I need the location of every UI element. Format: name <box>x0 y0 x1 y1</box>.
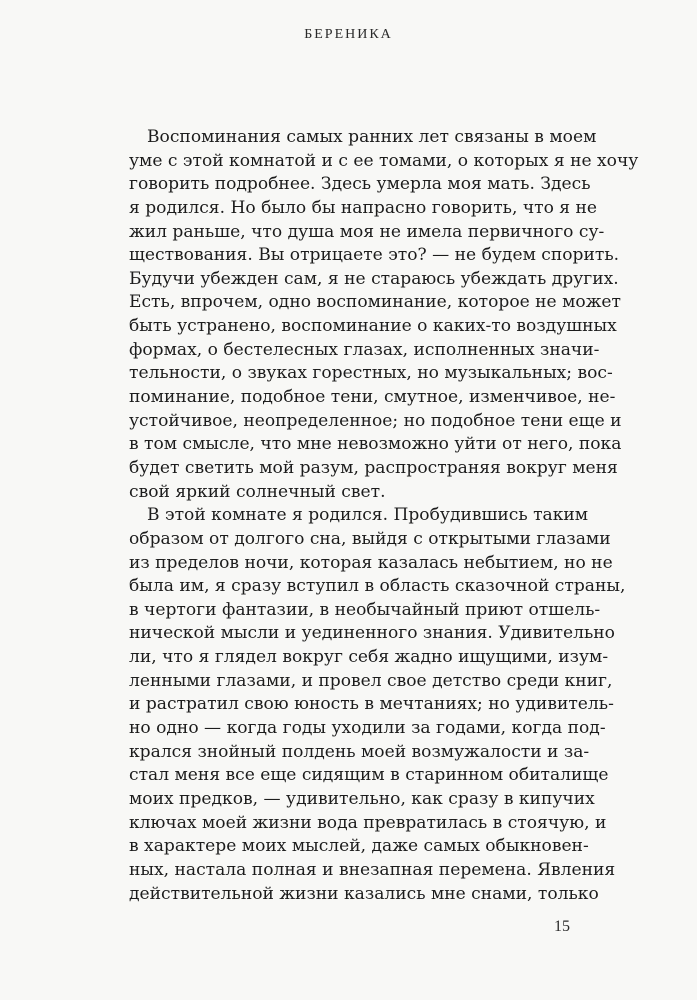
text-line: быть устранено, воспоминание о каких-то воздушных <box>129 316 617 337</box>
text-line: крался знойный полдень моей возмужалости и за- <box>129 741 590 762</box>
text-line: была им, я сразу вступил в область сказочной страны, <box>129 576 626 597</box>
text-line: в том смысле, что мне невозможно уйти от него, пока <box>129 434 622 455</box>
running-title: БЕРЕНИКА <box>304 27 393 42</box>
text-line: ных, настала полная и внезапная перемена. Явления <box>129 859 616 880</box>
text-line: действительной жизни казались мне снами, только <box>129 883 599 904</box>
text-line: Будучи убежден сам, я не стараюсь убеждать других. <box>129 268 619 289</box>
text-line: в чертоги фантазии, в необычайный приют отшель- <box>129 599 601 620</box>
text-line: образом от долгого сна, выйдя с открытыми глазами <box>129 528 611 549</box>
text-line: я родился. Но было бы напрасно говорить, что я не <box>129 197 598 218</box>
text-line: В этой комнате я родился. Пробудившись таким <box>147 505 589 526</box>
text-line: ществования. Вы отрицаете это? — не будем спорить. <box>129 245 620 266</box>
text-line: устойчивое, неопределенное; но подобное тени еще и <box>129 410 622 431</box>
text-line: в характере моих мыслей, даже самых обыкновен- <box>129 836 589 857</box>
text-line: ленными глазами, и провел свое детство среди книг, <box>129 670 613 691</box>
text-line: говорить подробнее. Здесь умерла моя мать. Здесь <box>129 174 591 195</box>
text-line: будет светить мой разум, распространяя вокруг меня <box>129 457 618 478</box>
text-line: уме с этой комнатой и с ее томами, о которых я не хочу <box>129 150 639 171</box>
text-line: поминание, подобное тени, смутное, изменчивое, не- <box>129 387 616 408</box>
paragraph-2 <box>129 504 626 906</box>
text-line: ключах моей жизни вода превратилась в стоячую, и <box>129 812 607 833</box>
text-line: но одно — когда годы уходили за годами, когда под- <box>129 718 606 739</box>
paragraph-1 <box>129 126 639 504</box>
text-line: Есть, впрочем, одно воспоминание, которое не может <box>129 292 621 313</box>
text-line: из пределов ночи, которая казалась небытием, но не <box>129 552 613 573</box>
text-line: свой яркий солнечный свет. <box>129 481 386 502</box>
text-line: и растратил свою юность в мечтаниях; но удивитель- <box>129 694 614 715</box>
text-line: Воспоминания самых ранних лет связаны в моем <box>147 127 597 147</box>
text-line: моих предков, — удивительно, как сразу в кипучих <box>129 788 595 809</box>
text-line: ли, что я глядел вокруг себя жадно ищущими, изум- <box>129 647 609 668</box>
page-number: 15 <box>554 918 570 935</box>
text-line: жил раньше, что душа моя не имела первичного су- <box>129 221 605 242</box>
text-line: нической мысли и уединенного знания. Удивительно <box>129 623 615 644</box>
text-line: стал меня все еще сидящим в старинном обиталище <box>129 765 609 786</box>
text-line: формах, о бестелесных глазах, исполненных значи- <box>129 339 600 360</box>
body-text <box>129 126 639 906</box>
text-line: тельности, о звуках горестных, но музыкальных; вос- <box>129 363 613 384</box>
